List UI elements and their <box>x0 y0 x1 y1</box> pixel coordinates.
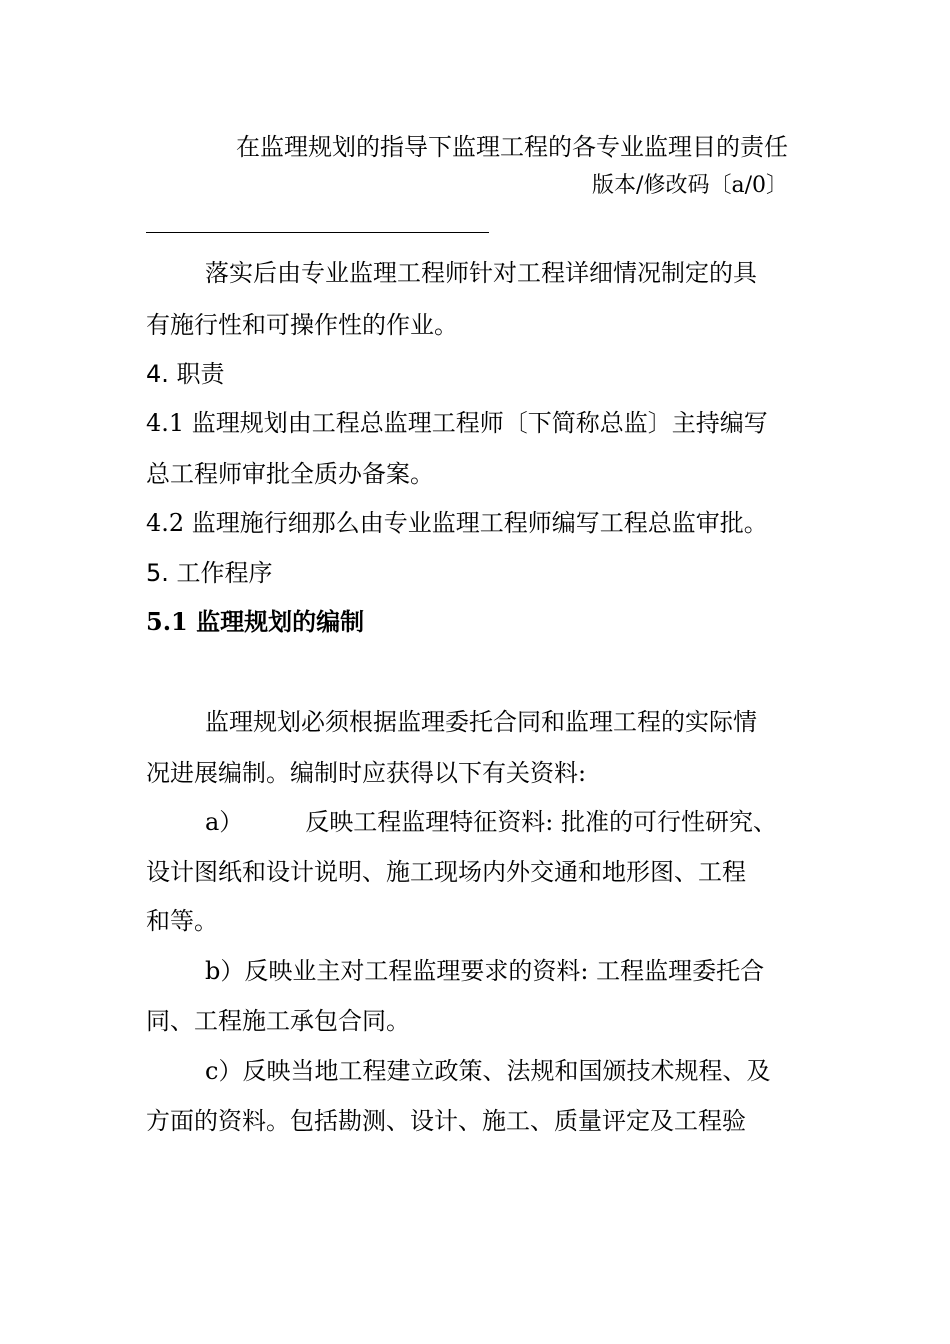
list-item-c: c）反映当地工程建立政策、法规和国颁技术规程、及 <box>205 1057 771 1085</box>
header-title: 在监理规划的指导下监理工程的各专业监理目的责任 <box>236 133 788 161</box>
section-heading-4: 4. 职责 <box>146 360 225 388</box>
paragraph-line: 4.1 监理规划由工程总监理工程师〔下简称总监〕主持编写 <box>146 409 768 437</box>
paragraph-line: 有施行性和可操作性的作业。 <box>146 311 458 339</box>
paragraph-line: 监理规划必须根据监理委托合同和监理工程的实际情 <box>205 708 757 736</box>
paragraph-line: 方面的资料。包括勘测、设计、施工、质量评定及工程验 <box>146 1107 746 1135</box>
paragraph-line: 落实后由专业监理工程师针对工程详细情况制定的具 <box>205 259 757 287</box>
paragraph-line: 4.2 监理施行细那么由专业监理工程师编写工程总监审批。 <box>146 509 768 537</box>
paragraph-line: 同、工程施工承包合同。 <box>146 1007 410 1035</box>
paragraph-line: 和等。 <box>146 907 218 935</box>
paragraph-line: 设计图纸和设计说明、施工现场内外交通和地形图、工程 <box>146 858 746 886</box>
paragraph-line: 况进展编制。编制时应获得以下有关资料: <box>146 759 587 787</box>
list-marker-a: a） <box>205 808 244 836</box>
section-heading-5: 5. 工作程序 <box>146 559 273 587</box>
paragraph-line: 总工程师审批全质办备案。 <box>146 460 434 488</box>
header-divider <box>146 232 489 233</box>
list-item-b: b）反映业主对工程监理要求的资料: 工程监理委托合 <box>205 957 765 985</box>
list-item-a <box>205 807 777 837</box>
list-text-a: 反映工程监理特征资料: 批准的可行性研究、 <box>305 808 778 836</box>
subsection-heading-5-1: 5.1 监理规划的编制 <box>146 607 365 636</box>
header-version: 版本/修改码〔a/0〕 <box>592 173 788 198</box>
